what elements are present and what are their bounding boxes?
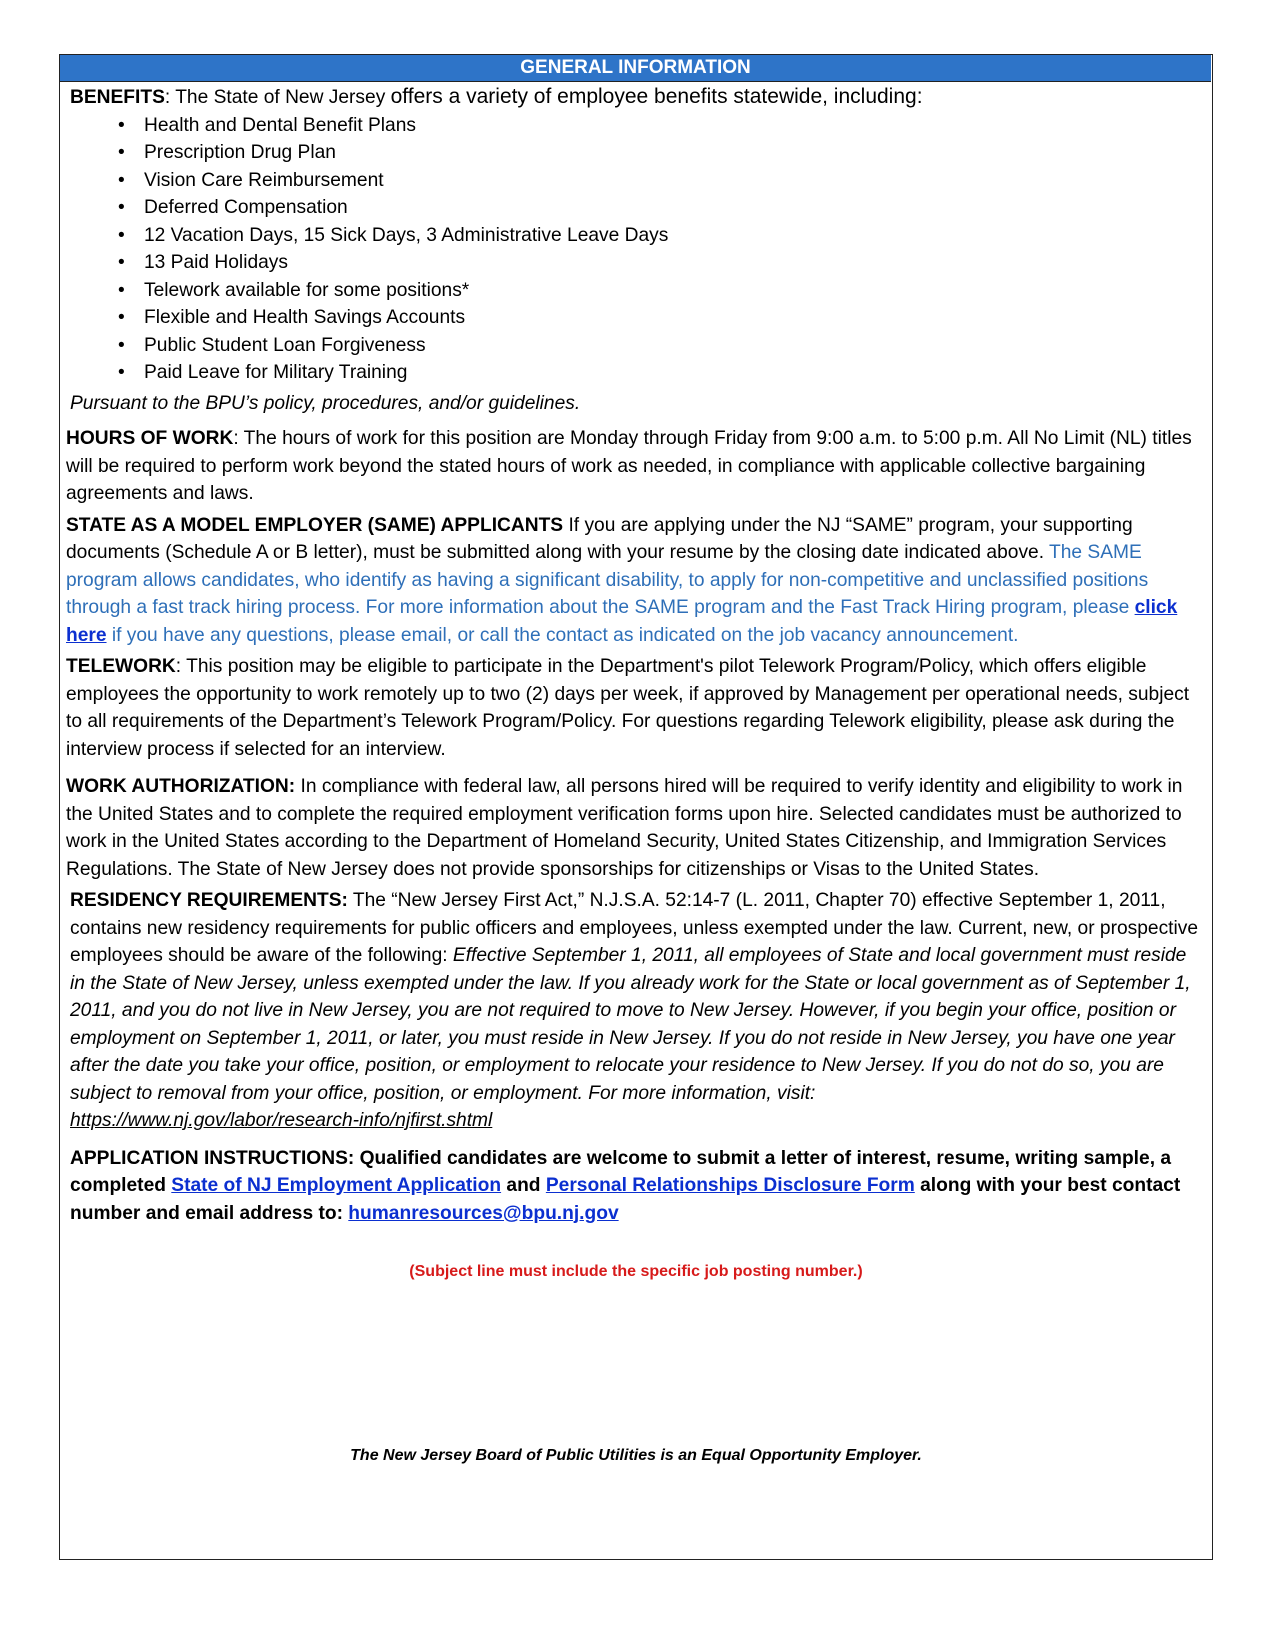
same-blue-text: The SAME program allows candidates, who identify as having a significant disability, to apply for non-competitive and unclassified positions through a fast track hiring process. For more information about the SAME program and the Fast Track Hiring program, please bbox=[66, 542, 1149, 618]
telework-paragraph bbox=[66, 653, 1206, 763]
telework-section bbox=[66, 653, 1206, 763]
hours-label: HOURS OF WORK bbox=[66, 428, 234, 449]
work-authorization-paragraph bbox=[66, 773, 1206, 883]
work-authorization-label: WORK AUTHORIZATION: bbox=[66, 776, 296, 797]
residency-section bbox=[66, 887, 1206, 1135]
list-item: • Health and Dental Benefit Plans bbox=[144, 112, 1206, 140]
benefits-list bbox=[66, 112, 1206, 387]
application-text-a: APPLICATION INSTRUCTIONS: Qualified candidates are welcome to submit a letter of interest, resume, writing sample, a completed bbox=[70, 1147, 1172, 1196]
same-click-here-link[interactable]: click here bbox=[66, 597, 1178, 646]
list-item: • Paid Leave for Military Training bbox=[144, 359, 1206, 387]
benefits-intro bbox=[66, 83, 1206, 112]
residency-italic-text: Effective September 1, 2011, all employees of State and local government must reside in the State of New Jersey, unless exempted under the law. If you already work for the State or local government as of September 1, 2011, and you do not live in New Jersey, you are not required to move to New Jersey. However, if you begin your office, position or employment on September 1, 2011, or later, you must reside in New Jersey. If you do not reside in New Jersey, you have one year after the date you take your office, position, or employment to relocate your residence to New Jersey. If you do not do so, you are subject to removal from your office, position, or employment. For more information, visit: bbox=[70, 945, 1191, 1104]
list-item: • Public Student Loan Forgiveness bbox=[144, 332, 1206, 360]
list-item: • Deferred Compensation bbox=[144, 194, 1206, 222]
benefits-label: BENEFITS bbox=[70, 87, 165, 108]
telework-label: TELEWORK bbox=[66, 656, 176, 677]
same-text: If you are applying under the NJ “SAME” program, your supporting documents (Schedule A or B letter), must be submitted along with your resume by the closing date indicated above. bbox=[66, 514, 1133, 563]
content-body bbox=[66, 83, 1206, 1227]
list-item: • Prescription Drug Plan bbox=[144, 139, 1206, 167]
hours-text: : The hours of work for this position are Monday through Friday from 9:00 a.m. to 5:00 p.m. All No Limit (NL) titles will be required to perform work beyond the stated hours of work as needed, in compliance with applicable collective bargaining agreements and laws. bbox=[66, 428, 1192, 504]
work-authorization-section bbox=[66, 773, 1206, 883]
list-item: • Flexible and Health Savings Accounts bbox=[144, 304, 1206, 332]
same-paragraph bbox=[66, 512, 1206, 650]
list-item: • 13 Paid Holidays bbox=[144, 249, 1206, 277]
subject-line-note: (Subject line must include the specific job posting number.) bbox=[409, 1263, 863, 1280]
hours-paragraph bbox=[66, 425, 1206, 508]
application-instructions bbox=[66, 1145, 1206, 1228]
list-item: • Telework available for some positions* bbox=[144, 277, 1206, 305]
general-information-box bbox=[59, 54, 1213, 1560]
residency-text: The “New Jersey First Act,” N.J.S.A. 52:14-7 (L. 2011, Chapter 70) effective September 1, 2011, contains new residency requirements for public officers and employees, unless exempted under the law. Current, new, or prospective employees should be aware of the following: bbox=[70, 890, 1199, 966]
hr-email-link[interactable]: humanresources@bpu.nj.gov bbox=[348, 1202, 619, 1224]
residency-url-line bbox=[70, 1107, 1206, 1135]
application-text-c: along with your best contact number and email address to: bbox=[70, 1175, 1181, 1224]
work-authorization-text: In compliance with federal law, all persons hired will be required to verify identity and eligibility to work in the United States and to complete the required employment verification forms upon hire. Selected candidates must be authorized to work in the United States according to the Department of Homeland Security, United States Citizenship, and Immigration Services Regulations. The State of New Jersey does not provide sponsorships for citizenships or Visas to the United States. bbox=[66, 776, 1183, 880]
equal-opportunity-statement: The New Jersey Board of Public Utilities is an Equal Opportunity Employer. bbox=[350, 1447, 922, 1464]
list-item: • Vision Care Reimbursement bbox=[144, 167, 1206, 195]
same-section bbox=[66, 512, 1206, 650]
application-text-b: and bbox=[501, 1175, 546, 1196]
telework-text: : This position may be eligible to participate in the Department's pilot Telework Program/Policy, which offers eligible employees the opportunity to work remotely up to two (2) days per week, if approved by Management per operational needs, subject to all requirements of the Department’s Telework Program/Policy. For questions regarding Telework eligibility, please ask during the interview process if selected for an interview. bbox=[66, 656, 1190, 760]
employment-application-link[interactable]: State of NJ Employment Application bbox=[171, 1175, 502, 1196]
same-label: STATE AS A MODEL EMPLOYER (SAME) APPLICANTS bbox=[66, 514, 564, 536]
residency-paragraph bbox=[70, 887, 1206, 1107]
benefits-intro-b: offers a variety of employee benefits statewide, including: bbox=[390, 85, 923, 108]
benefits-intro-a: : The State of New Jersey bbox=[164, 87, 391, 108]
hours-section bbox=[66, 425, 1206, 508]
njfirst-link[interactable]: https://www.nj.gov/labor/research-info/njfirst.shtml bbox=[70, 1110, 493, 1131]
benefits-note: Pursuant to the BPU’s policy, procedures, and/or guidelines. bbox=[70, 392, 581, 414]
residency-label: RESIDENCY REQUIREMENTS: bbox=[70, 890, 348, 911]
benefits-section bbox=[66, 83, 1206, 417]
disclosure-form-link[interactable]: Personal Relationships Disclosure Form bbox=[545, 1175, 915, 1196]
same-blue-tail: if you have any questions, please email, or call the contact as indicated on the job vacancy announcement. bbox=[106, 624, 1019, 646]
list-item: • 12 Vacation Days, 15 Sick Days, 3 Administrative Leave Days bbox=[144, 222, 1206, 250]
section-header: GENERAL INFORMATION bbox=[60, 55, 1211, 82]
